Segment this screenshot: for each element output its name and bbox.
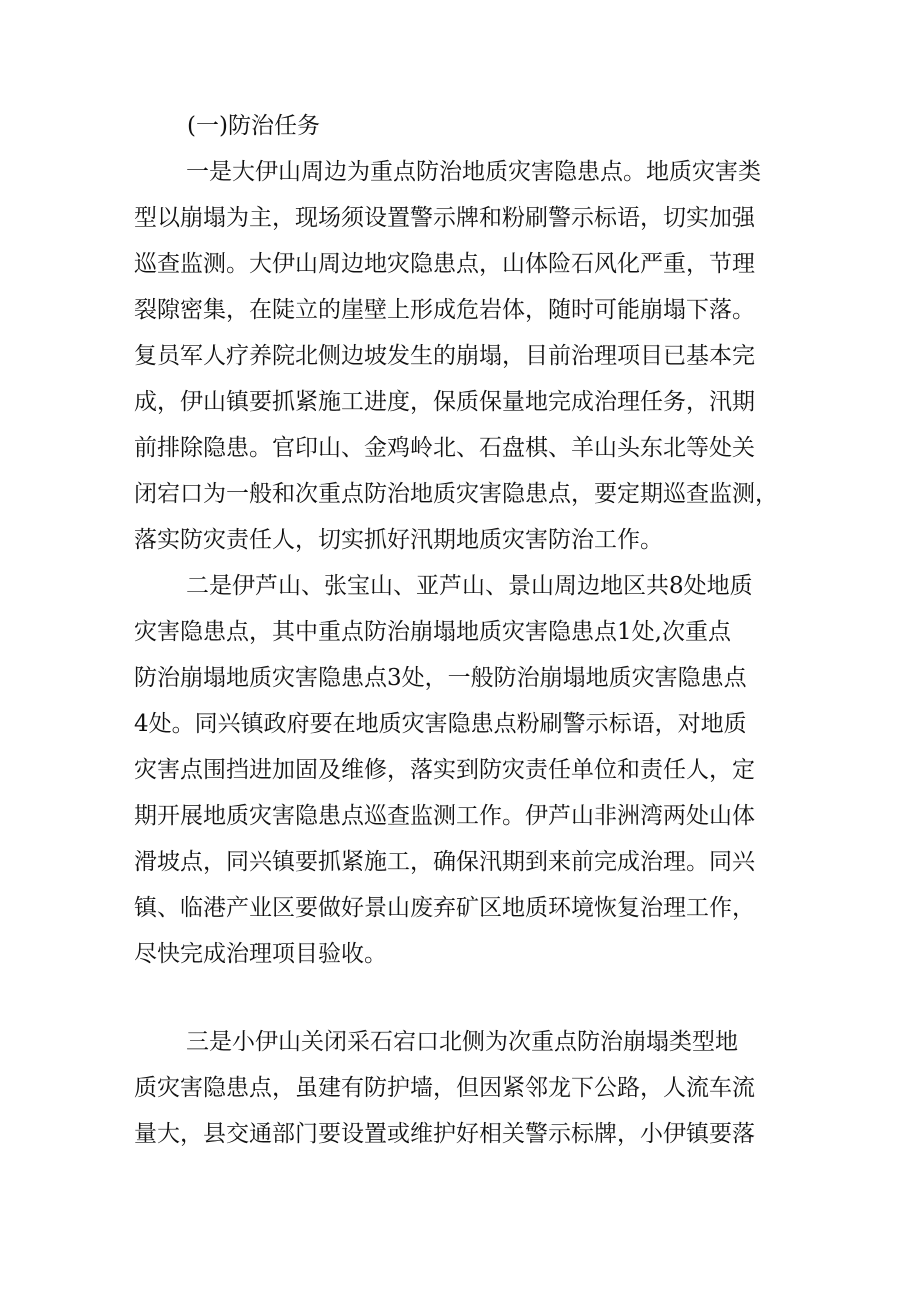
paragraph-3-line-1: 三是小伊山关闭采石宕口北侧为次重点防治崩塌类型地 <box>186 1029 738 1055</box>
paragraph-2-line-6: 期开展地质灾害隐患点巡查监测工作。伊芦山非洲湾两处山体 <box>134 803 755 829</box>
paragraph-1-line-5: 复员军人疗养院北侧边坡发生的崩塌，目前治理项目已基本完 <box>134 343 755 369</box>
paragraph-2-line-1: 二是伊芦山、张宝山、亚芦山、景山周边地区共8处地质 <box>186 573 753 599</box>
paragraph-1-line-2: 型以崩塌为主，现场须设置警示牌和粉刷警示标语，切实加强 <box>134 205 755 231</box>
paragraph-1-line-8: 闭宕口为一般和次重点防治地质灾害隐患点，要定期巡查监测， <box>134 481 778 507</box>
paragraph-1-line-9: 落实防灾责任人，切实抓好汛期地质灾害防治工作。 <box>134 527 663 553</box>
paragraph-2-line-7: 滑坡点，同兴镇要抓紧施工，确保汛期到来前完成治理。同兴 <box>134 849 755 875</box>
paragraph-2-line-4: 4处。同兴镇政府要在地质灾害隐患点粉刷警示标语，对地质 <box>134 711 747 737</box>
paragraph-1-line-3: 巡查监测。大伊山周边地灾隐患点，山体险石风化严重，节理 <box>134 251 755 277</box>
paragraph-2-line-3: 防治崩塌地质灾害隐患点3处，一般防治崩塌地质灾害隐患点 <box>134 665 747 691</box>
paragraph-2-line-9: 尽快完成治理项目验收。 <box>134 941 387 967</box>
section-heading: (一)防治任务 <box>187 113 320 139</box>
paragraph-3-line-3: 量大，县交通部门要设置或维护好相关警示标牌，小伊镇要落 <box>134 1121 755 1147</box>
paragraph-1-line-1: 一是大伊山周边为重点防治地质灾害隐患点。地质灾害类 <box>186 159 761 185</box>
paragraph-2-line-5: 灾害点围挡进加固及维修，落实到防灾责任单位和责任人，定 <box>134 757 755 783</box>
paragraph-1-line-7: 前排除隐患。官印山、金鸡岭北、石盘棋、羊山头东北等处关 <box>134 435 755 461</box>
paragraph-1-line-4: 裂隙密集，在陡立的崖壁上形成危岩体，随时可能崩塌下落。 <box>134 297 755 323</box>
paragraph-1-line-6: 成，伊山镇要抓紧施工进度，保质保量地完成治理任务，汛期 <box>134 389 755 415</box>
paragraph-2-line-8: 镇、临港产业区要做好景山废弃矿区地质环境恢复治理工作， <box>134 895 755 921</box>
paragraph-2-line-2: 灾害隐患点，其中重点防治崩塌地质灾害隐患点1处,次重点 <box>134 619 731 645</box>
paragraph-3-line-2: 质灾害隐患点，虽建有防护墙，但因紧邻龙下公路，人流车流 <box>134 1075 755 1101</box>
